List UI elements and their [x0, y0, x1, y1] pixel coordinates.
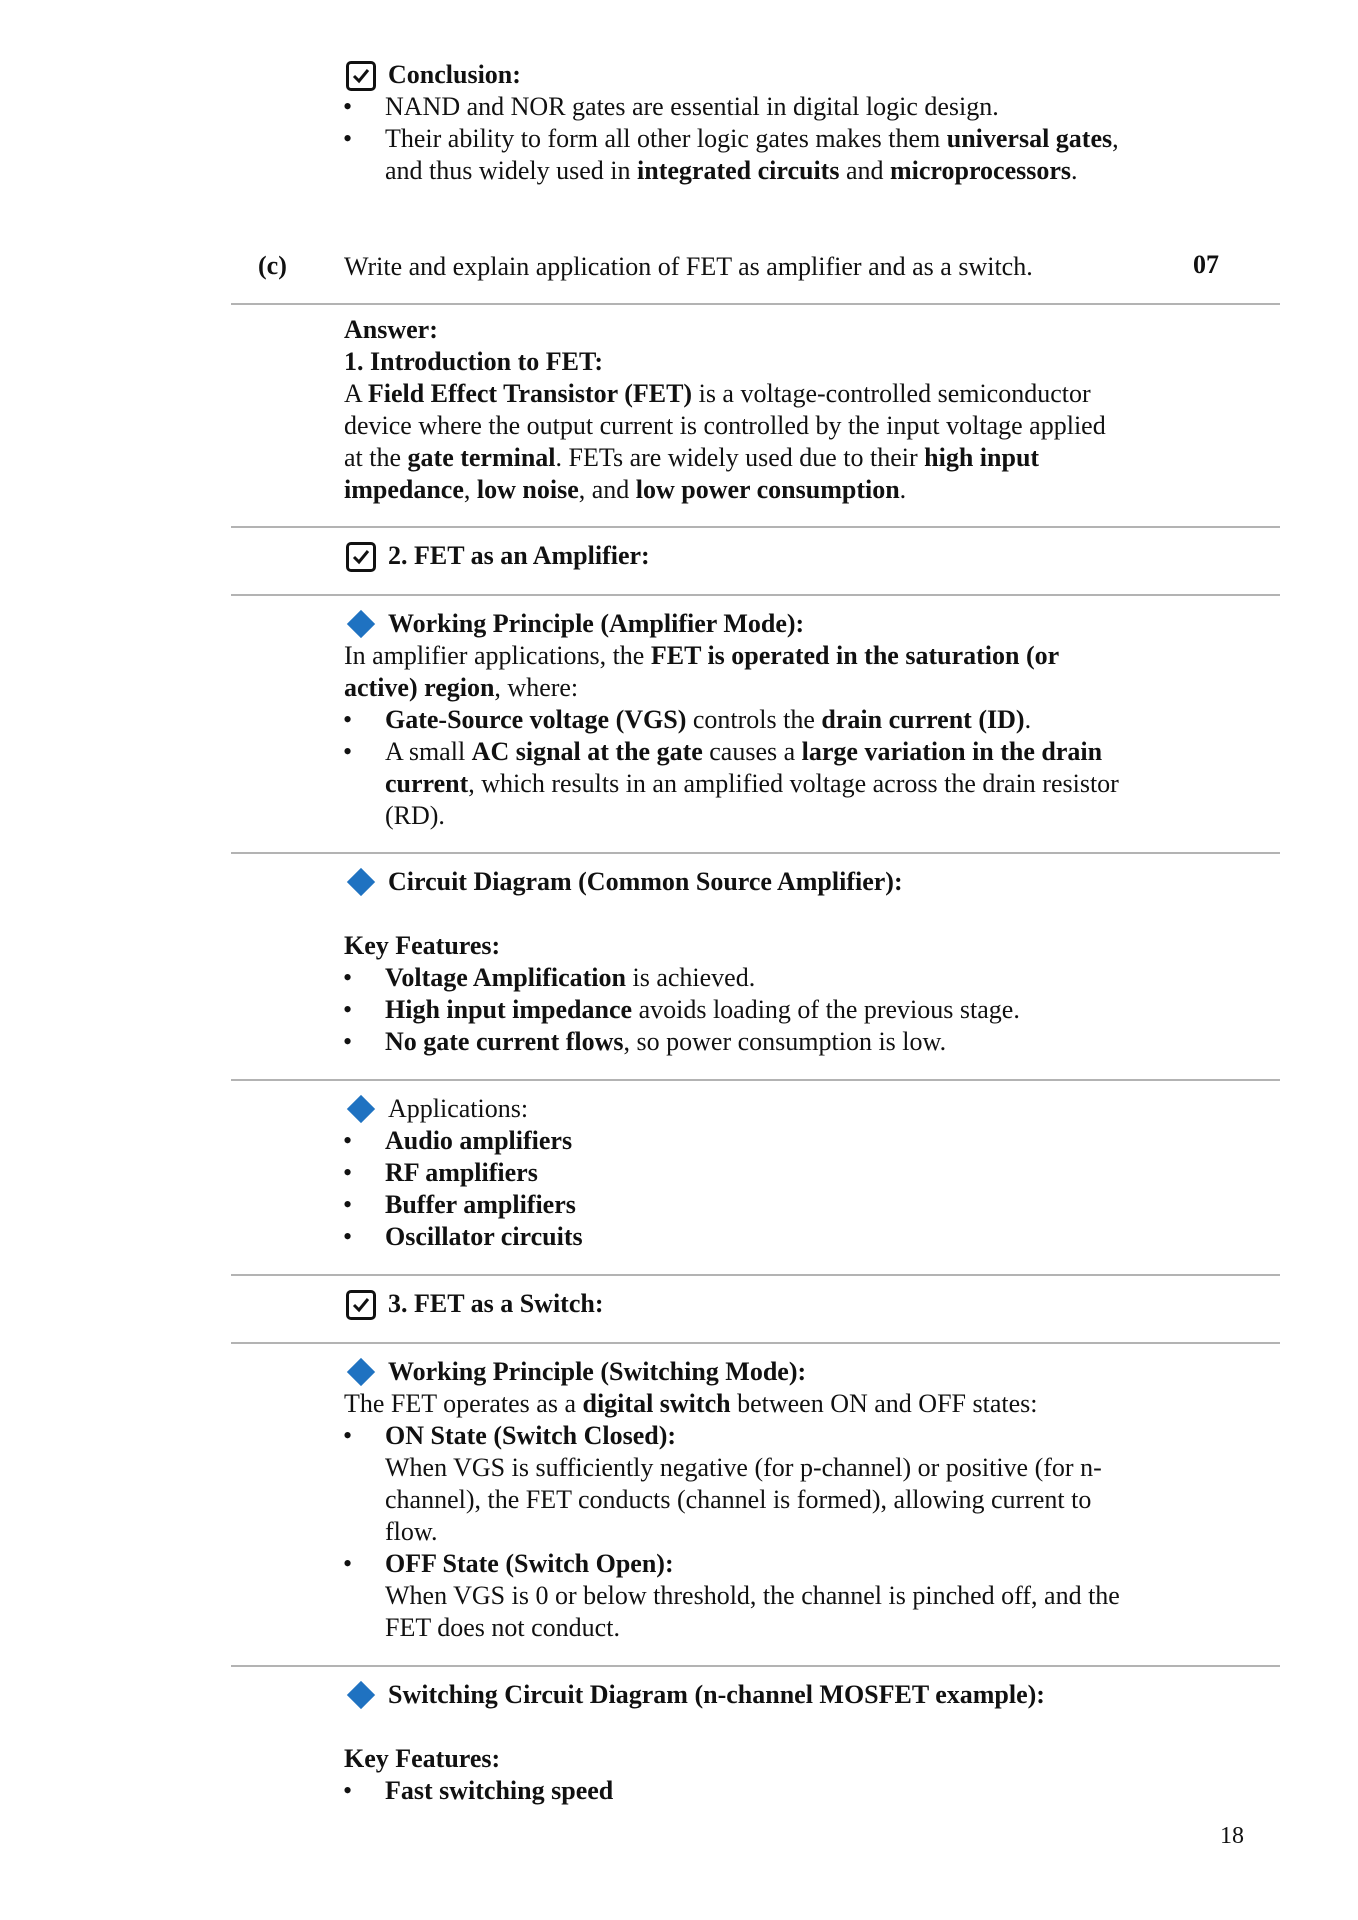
conclusion-bullet-2: Their ability to form all other logic gates makes them universal gates, [385, 124, 1119, 153]
switch-circuit-title: Switching Circuit Diagram (n-channel MOSFET example): [388, 1680, 1045, 1709]
diamond-icon [347, 1358, 375, 1386]
question-marks: 07 [1193, 250, 1219, 279]
bullet-icon: • [343, 963, 353, 992]
application-item: Audio amplifiers [385, 1126, 573, 1155]
amplifier-circuit-title: Circuit Diagram (Common Source Amplifier): [388, 867, 903, 896]
answer-label: Answer: [344, 315, 438, 344]
bullet-icon: • [343, 1549, 353, 1578]
amplifier-feature-1: Voltage Amplification is achieved. [385, 963, 756, 992]
bullet-icon: • [343, 705, 353, 734]
application-item: Oscillator circuits [385, 1222, 583, 1251]
bullet-icon: • [343, 1190, 353, 1219]
checkbox-icon [346, 1290, 376, 1320]
amplifier-feature-3: No gate current flows, so power consumption is low. [385, 1027, 947, 1056]
divider [231, 594, 1280, 596]
bullet-icon: • [343, 1027, 353, 1056]
amplifier-principle-line-1: In amplifier applications, the FET is operated in the saturation (or [344, 641, 1060, 670]
on-state-title: ON State (Switch Closed): [385, 1421, 677, 1450]
application-item: Buffer amplifiers [385, 1190, 576, 1219]
divider [231, 1342, 1280, 1344]
intro-line-3: at the gate terminal. FETs are widely used due to their high input [344, 443, 1040, 472]
on-state-line-1: When VGS is sufficiently negative (for p-channel) or positive (for n- [385, 1453, 1102, 1482]
divider [231, 1079, 1280, 1081]
off-state-line-2: FET does not conduct. [385, 1613, 620, 1642]
page-number: 18 [1220, 1823, 1244, 1849]
bullet-icon: • [343, 1222, 353, 1251]
diamond-icon [347, 1681, 375, 1709]
bullet-icon: • [343, 1776, 353, 1805]
amplifier-principle-title: Working Principle (Amplifier Mode): [388, 609, 805, 638]
switch-key-features: Key Features: [344, 1744, 501, 1773]
switch-principle-line-1: The FET operates as a digital switch between ON and OFF states: [344, 1389, 1038, 1418]
amplifier-principle-line-2: active) region, where: [344, 673, 579, 702]
intro-line-1: A Field Effect Transistor (FET) is a voltage-controlled semiconductor [344, 379, 1091, 408]
applications-title: Applications: [388, 1094, 529, 1123]
off-state-title: OFF State (Switch Open): [385, 1549, 674, 1578]
switch-heading: 3. FET as a Switch: [388, 1289, 604, 1318]
question-label: (c) [258, 251, 287, 280]
intro-heading: 1. Introduction to FET: [344, 347, 604, 376]
switch-principle-title: Working Principle (Switching Mode): [388, 1357, 807, 1386]
bullet-icon: • [343, 1158, 353, 1187]
diamond-icon [347, 1095, 375, 1123]
bullet-icon: • [343, 1126, 353, 1155]
amplifier-key-features: Key Features: [344, 931, 501, 960]
divider [231, 852, 1280, 854]
divider [231, 1274, 1280, 1276]
bullet-icon: • [343, 995, 353, 1024]
divider [231, 526, 1280, 528]
switch-feature-1: Fast switching speed [385, 1776, 614, 1805]
bullet-icon: • [343, 124, 353, 153]
amplifier-principle-bullet-2-line-2: current, which results in an amplified voltage across the drain resistor [385, 769, 1119, 798]
on-state-line-3: flow. [385, 1517, 438, 1546]
checkbox-icon [346, 61, 376, 91]
checkbox-icon [346, 542, 376, 572]
application-item: RF amplifiers [385, 1158, 538, 1187]
conclusion-bullet-2-line-2: and thus widely used in integrated circuits and microprocessors. [385, 156, 1078, 185]
diamond-icon [347, 610, 375, 638]
conclusion-bullet-1: NAND and NOR gates are essential in digital logic design. [385, 92, 999, 121]
amplifier-feature-2: High input impedance avoids loading of the previous stage. [385, 995, 1020, 1024]
bullet-icon: • [343, 1421, 353, 1450]
amplifier-principle-bullet-1: Gate-Source voltage (VGS) controls the drain current (ID). [385, 705, 1032, 734]
amplifier-principle-bullet-2-line-3: (RD). [385, 801, 445, 830]
on-state-line-2: channel), the FET conducts (channel is formed), allowing current to [385, 1485, 1092, 1514]
diamond-icon [347, 868, 375, 896]
intro-line-2: device where the output current is controlled by the input voltage applied [344, 411, 1106, 440]
amplifier-principle-bullet-2: A small AC signal at the gate causes a large variation in the drain [385, 737, 1103, 766]
intro-line-4: impedance, low noise, and low power consumption. [344, 475, 907, 504]
question-text: Write and explain application of FET as amplifier and as a switch. [344, 252, 1033, 281]
bullet-icon: • [343, 737, 353, 766]
off-state-line-1: When VGS is 0 or below threshold, the channel is pinched off, and the [385, 1581, 1120, 1610]
amplifier-heading: 2. FET as an Amplifier: [388, 541, 650, 570]
bullet-icon: • [343, 92, 353, 121]
divider [231, 303, 1280, 305]
divider [231, 1665, 1280, 1667]
conclusion-title: Conclusion: [388, 60, 521, 89]
